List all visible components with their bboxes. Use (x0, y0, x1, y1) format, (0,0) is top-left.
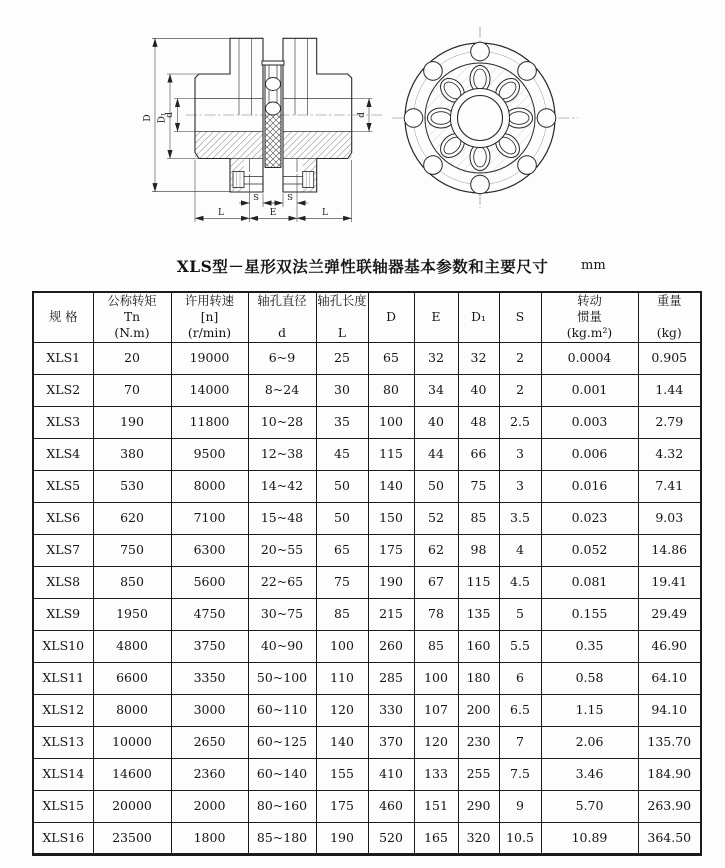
cell-bore: 85~180 (248, 822, 316, 854)
cell-D: 115 (368, 438, 414, 470)
dim-label-E: E (269, 208, 277, 218)
cell-S: 6.5 (499, 694, 541, 726)
cell-E: 120 (414, 726, 458, 758)
dim-label-D: D (143, 114, 153, 122)
cell-tn: 23500 (93, 822, 171, 854)
cell-length: 140 (316, 726, 368, 758)
cell-S: 4 (499, 534, 541, 566)
cell-D: 175 (368, 534, 414, 566)
cell-inertia: 10.89 (541, 822, 638, 854)
header-cell-D1: D₁ (458, 292, 499, 342)
cell-bore: 20~55 (248, 534, 316, 566)
cell-weight: 2.79 (638, 406, 701, 438)
cell-weight: 29.49 (638, 598, 701, 630)
cell-S: 3 (499, 438, 541, 470)
cell-E: 52 (414, 502, 458, 534)
cell-bore: 50~100 (248, 662, 316, 694)
flange-bolts (233, 172, 314, 188)
cell-tn: 380 (93, 438, 171, 470)
cell-D: 140 (368, 470, 414, 502)
cell-D1: 40 (458, 374, 499, 406)
cell-speed: 3350 (171, 662, 248, 694)
cell-weight: 9.03 (638, 502, 701, 534)
cell-S: 3 (499, 470, 541, 502)
cell-inertia: 3.46 (541, 758, 638, 790)
cell-D1: 255 (458, 758, 499, 790)
header-cell-tn: 公称转矩 Tn (N.m) (93, 292, 171, 342)
cell-bore: 10~28 (248, 406, 316, 438)
table-row-XLS10 (33, 630, 701, 662)
table-row-XLS13 (33, 726, 701, 758)
cell-weight: 0.905 (638, 342, 701, 374)
cell-weight: 94.10 (638, 694, 701, 726)
cell-length: 110 (316, 662, 368, 694)
cell-tn: 1950 (93, 598, 171, 630)
cell-S: 7.5 (499, 758, 541, 790)
cell-tn: 20000 (93, 790, 171, 822)
cell-inertia: 0.023 (541, 502, 638, 534)
cell-S: 2 (499, 374, 541, 406)
table-row-XLS14 (33, 758, 701, 790)
table-row-XLS15 (33, 790, 701, 822)
cell-bore: 14~42 (248, 470, 316, 502)
cell-spec: XLS6 (33, 502, 93, 534)
cell-S: 7 (499, 726, 541, 758)
cell-weight: 135.70 (638, 726, 701, 758)
cell-E: 78 (414, 598, 458, 630)
cell-E: 165 (414, 822, 458, 854)
cell-D: 370 (368, 726, 414, 758)
header-cell-spec: 规 格 (33, 292, 93, 342)
cell-bore: 6~9 (248, 342, 316, 374)
cell-E: 44 (414, 438, 458, 470)
cell-length: 175 (316, 790, 368, 822)
cell-tn: 14600 (93, 758, 171, 790)
cell-D: 150 (368, 502, 414, 534)
cell-S: 3.5 (499, 502, 541, 534)
header-cell-weight: 重量 (kg) (638, 292, 701, 342)
cell-weight: 64.10 (638, 662, 701, 694)
cell-weight: 7.41 (638, 470, 701, 502)
cell-D1: 160 (458, 630, 499, 662)
cell-D1: 290 (458, 790, 499, 822)
table-row-XLS3 (33, 406, 701, 438)
cell-D: 285 (368, 662, 414, 694)
cell-weight: 364.50 (638, 822, 701, 854)
cell-length: 75 (316, 566, 368, 598)
cell-tn: 8000 (93, 694, 171, 726)
cell-bore: 30~75 (248, 598, 316, 630)
cell-S: 6 (499, 662, 541, 694)
cell-D1: 85 (458, 502, 499, 534)
cell-spec: XLS2 (33, 374, 93, 406)
cell-weight: 184.90 (638, 758, 701, 790)
unit-label: mm (581, 258, 606, 273)
cell-inertia: 5.70 (541, 790, 638, 822)
cell-D: 260 (368, 630, 414, 662)
cell-tn: 6600 (93, 662, 171, 694)
cell-inertia: 0.155 (541, 598, 638, 630)
cell-tn: 190 (93, 406, 171, 438)
cell-length: 45 (316, 438, 368, 470)
cell-bore: 15~48 (248, 502, 316, 534)
cell-weight: 46.90 (638, 630, 701, 662)
cell-length: 100 (316, 630, 368, 662)
cell-tn: 70 (93, 374, 171, 406)
cell-weight: 263.90 (638, 790, 701, 822)
table-row-XLS12 (33, 694, 701, 726)
cell-bore: 40~90 (248, 630, 316, 662)
header-cell-E: E (414, 292, 458, 342)
cell-D1: 48 (458, 406, 499, 438)
cell-inertia: 0.0004 (541, 342, 638, 374)
cell-tn: 530 (93, 470, 171, 502)
cell-E: 133 (414, 758, 458, 790)
cell-weight: 4.32 (638, 438, 701, 470)
cell-spec: XLS11 (33, 662, 93, 694)
cell-bore: 80~160 (248, 790, 316, 822)
spec-table (32, 291, 702, 856)
cell-spec: XLS10 (33, 630, 93, 662)
header-cell-D: D (368, 292, 414, 342)
cell-length: 190 (316, 822, 368, 854)
cell-spec: XLS9 (33, 598, 93, 630)
cell-E: 34 (414, 374, 458, 406)
table-row-XLS4 (33, 438, 701, 470)
cell-speed: 19000 (171, 342, 248, 374)
table-row-XLS16 (33, 822, 701, 854)
cell-inertia: 1.15 (541, 694, 638, 726)
table-row-XLS1 (33, 342, 701, 374)
header-cell-length: 轴孔长度 L (317, 294, 367, 341)
cell-length: 85 (316, 598, 368, 630)
cell-S: 10.5 (499, 822, 541, 854)
cell-E: 85 (414, 630, 458, 662)
cell-speed: 3000 (171, 694, 248, 726)
cell-D: 80 (368, 374, 414, 406)
cell-spec: XLS4 (33, 438, 93, 470)
cell-spec: XLS3 (33, 406, 93, 438)
cell-S: 2.5 (499, 406, 541, 438)
cell-length: 120 (316, 694, 368, 726)
cell-length: 50 (316, 470, 368, 502)
cell-speed: 11800 (171, 406, 248, 438)
cell-inertia: 2.06 (541, 726, 638, 758)
header-row (33, 292, 701, 342)
table-row-XLS7 (33, 534, 701, 566)
cell-length: 155 (316, 758, 368, 790)
cell-D1: 200 (458, 694, 499, 726)
cell-D1: 180 (458, 662, 499, 694)
front-view-drawing (390, 22, 582, 212)
cell-E: 62 (414, 534, 458, 566)
cell-D1: 75 (458, 470, 499, 502)
cell-D: 190 (368, 566, 414, 598)
cell-weight: 14.86 (638, 534, 701, 566)
cell-E: 67 (414, 566, 458, 598)
cell-D: 215 (368, 598, 414, 630)
section-hatching (195, 115, 352, 192)
cell-speed: 5600 (171, 566, 248, 598)
cell-bore: 60~125 (248, 726, 316, 758)
cell-weight: 1.44 (638, 374, 701, 406)
cell-E: 100 (414, 662, 458, 694)
cell-spec: XLS12 (33, 694, 93, 726)
cell-speed: 3750 (171, 630, 248, 662)
dim-label-L-right: L (322, 208, 328, 218)
header-cell-inertia: 转动 惯量 (kg.m²) (541, 292, 638, 342)
cell-bore: 8~24 (248, 374, 316, 406)
cell-inertia: 0.001 (541, 374, 638, 406)
dim-label-d-right: d (357, 112, 367, 118)
cell-bore: 60~110 (248, 694, 316, 726)
bore-circle (458, 96, 503, 141)
cell-S: 5.5 (499, 630, 541, 662)
cell-speed: 9500 (171, 438, 248, 470)
cell-inertia: 0.006 (541, 438, 638, 470)
cell-D: 65 (368, 342, 414, 374)
cell-E: 32 (414, 342, 458, 374)
cell-D: 410 (368, 758, 414, 790)
cell-bore: 12~38 (248, 438, 316, 470)
dimension-lines (152, 38, 373, 222)
cell-inertia: 0.003 (541, 406, 638, 438)
table-row-XLS11 (33, 662, 701, 694)
cell-length: 35 (316, 406, 368, 438)
cell-inertia: 0.58 (541, 662, 638, 694)
cell-spec: XLS1 (33, 342, 93, 374)
cell-D1: 98 (458, 534, 499, 566)
cell-S: 5 (499, 598, 541, 630)
cell-inertia: 0.35 (541, 630, 638, 662)
cell-speed: 14000 (171, 374, 248, 406)
cell-length: 25 (316, 342, 368, 374)
cell-S: 2 (499, 342, 541, 374)
dim-label-S-right: S (287, 193, 293, 203)
cell-bore: 60~140 (248, 758, 316, 790)
cell-inertia: 0.081 (541, 566, 638, 598)
cell-tn: 20 (93, 342, 171, 374)
cell-D1: 320 (458, 822, 499, 854)
cell-D1: 32 (458, 342, 499, 374)
cell-D: 100 (368, 406, 414, 438)
cell-speed: 4750 (171, 598, 248, 630)
header-cell-S: S (499, 292, 541, 342)
dim-label-d-left: d (165, 112, 175, 118)
dim-label-D1: D₁ (157, 112, 168, 124)
cell-spec: XLS15 (33, 790, 93, 822)
cell-inertia: 0.016 (541, 470, 638, 502)
cell-D1: 230 (458, 726, 499, 758)
cell-length: 30 (316, 374, 368, 406)
table-row-XLS5 (33, 470, 701, 502)
cell-spec: XLS7 (33, 534, 93, 566)
cell-speed: 1800 (171, 822, 248, 854)
cell-length: 65 (316, 534, 368, 566)
cell-E: 107 (414, 694, 458, 726)
cell-speed: 2360 (171, 758, 248, 790)
cell-spec: XLS5 (33, 470, 93, 502)
cell-weight: 19.41 (638, 566, 701, 598)
dimension-labels (143, 112, 367, 218)
cell-D: 460 (368, 790, 414, 822)
cell-E: 151 (414, 790, 458, 822)
header-cell-bore: 轴孔直径 d (248, 292, 316, 342)
cell-tn: 4800 (93, 630, 171, 662)
cell-S: 4.5 (499, 566, 541, 598)
cell-D1: 115 (458, 566, 499, 598)
cell-E: 40 (414, 406, 458, 438)
table-row-XLS2 (33, 374, 701, 406)
cell-speed: 6300 (171, 534, 248, 566)
cell-D: 520 (368, 822, 414, 854)
cell-spec: XLS13 (33, 726, 93, 758)
cell-D1: 66 (458, 438, 499, 470)
cell-E: 50 (414, 470, 458, 502)
table-row-XLS8 (33, 566, 701, 598)
cell-tn: 620 (93, 502, 171, 534)
cell-bore: 22~65 (248, 566, 316, 598)
section-view-drawing (130, 20, 395, 235)
cell-tn: 850 (93, 566, 171, 598)
cell-spec: XLS16 (33, 822, 93, 854)
cell-spec: XLS8 (33, 566, 93, 598)
cell-length: 50 (316, 502, 368, 534)
cell-speed: 7100 (171, 502, 248, 534)
cell-inertia: 0.052 (541, 534, 638, 566)
dim-label-L-left: L (218, 208, 224, 218)
cell-D1: 135 (458, 598, 499, 630)
page-title: XLS型－星形双法兰弹性联轴器基本参数和主要尺寸 (176, 257, 549, 276)
table-row-XLS6 (33, 502, 701, 534)
cell-speed: 2000 (171, 790, 248, 822)
cell-tn: 10000 (93, 726, 171, 758)
header-cell-speed: 许用转速 [n] (r/min) (171, 292, 248, 342)
cell-S: 9 (499, 790, 541, 822)
cell-speed: 8000 (171, 470, 248, 502)
dim-label-S-left: S (253, 193, 259, 203)
cell-speed: 2650 (171, 726, 248, 758)
cell-tn: 750 (93, 534, 171, 566)
cell-spec: XLS14 (33, 758, 93, 790)
table-row-XLS9 (33, 598, 701, 630)
cell-D: 330 (368, 694, 414, 726)
